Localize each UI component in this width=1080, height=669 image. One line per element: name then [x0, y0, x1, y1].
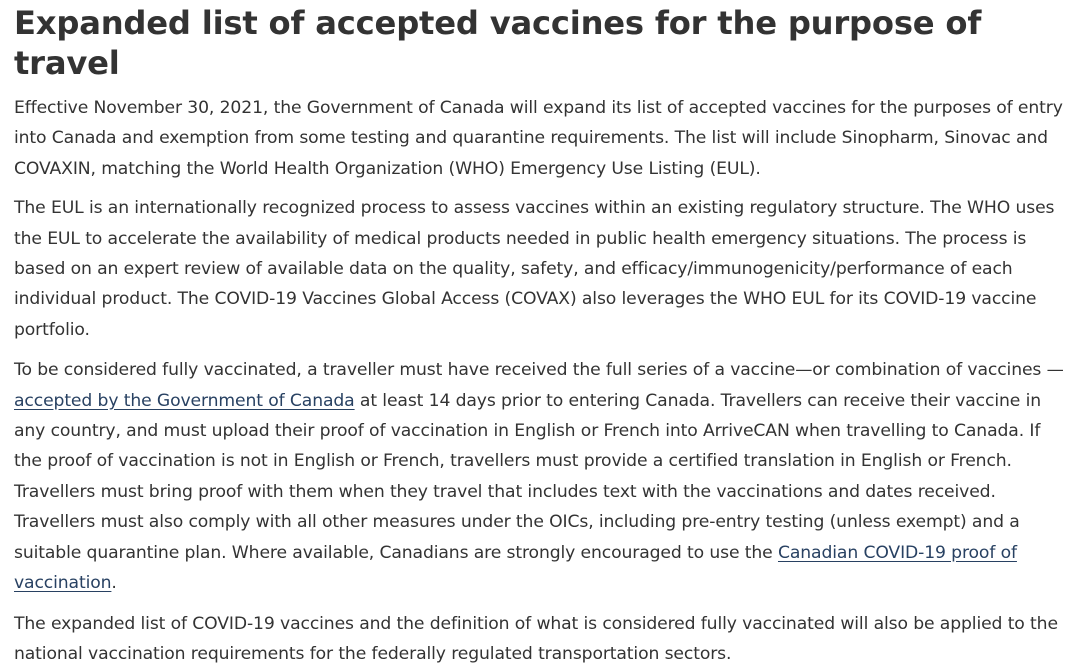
page-title: Expanded list of accepted vaccines for the purpose of travel: [14, 0, 1066, 83]
paragraph-transportation-sectors: The expanded list of COVID-19 vaccines and the definition of what is considered fully vaccinated will also be applied to the national vaccination requirements for the federally regulated transportation sectors.: [14, 609, 1066, 669]
paragraph-text-segment: at least 14 days prior to entering Canada. Travellers can receive their vaccine in any country, and must upload their proof of vaccination in English or French into ArriveCAN when travelling to Canada. If the proof of vaccination is not in English or French, travellers must provide a certified translation in English or French. Travellers must bring proof with them when they travel that includes text with the vaccinations and dates received. Travellers must also comply with all other measures under the OICs, including pre-entry testing (unless exempt) and a suitable quarantine plan. Where available, Canadians are strongly encouraged to use the: [14, 391, 1041, 563]
accepted-vaccines-link[interactable]: accepted by the Government of Canada: [14, 391, 355, 411]
paragraph-eul-description: The EUL is an internationally recognized process to assess vaccines within an existing regulatory structure. The WHO uses the EUL to accelerate the availability of medical products needed in public health emergency situations. The process is based on an expert review of available data on the quality, safety, and efficacy/immunogenicity/performance of each individual product. The COVID-19 Vaccines Global Access (COVAX) also leverages the WHO EUL for its COVID-19 vaccine portfolio.: [14, 193, 1066, 345]
paragraph-text-segment: To be considered fully vaccinated, a traveller must have received the full series of a vaccine—or combination of vaccines —: [14, 360, 1064, 380]
paragraph-fully-vaccinated: [14, 355, 1066, 598]
paragraph-effective-date: Effective November 30, 2021, the Government of Canada will expand its list of accepted vaccines for the purposes of entry into Canada and exemption from some testing and quarantine requirements. The list will include Sinopharm, Sinovac and COVAXIN, matching the World Health Organization (WHO) Emergency Use Listing (EUL).: [14, 93, 1066, 184]
paragraph-text-segment: .: [111, 573, 116, 593]
proof-of-vaccination-link[interactable]: Canadian COVID-19 proof of vaccination: [14, 543, 1017, 593]
